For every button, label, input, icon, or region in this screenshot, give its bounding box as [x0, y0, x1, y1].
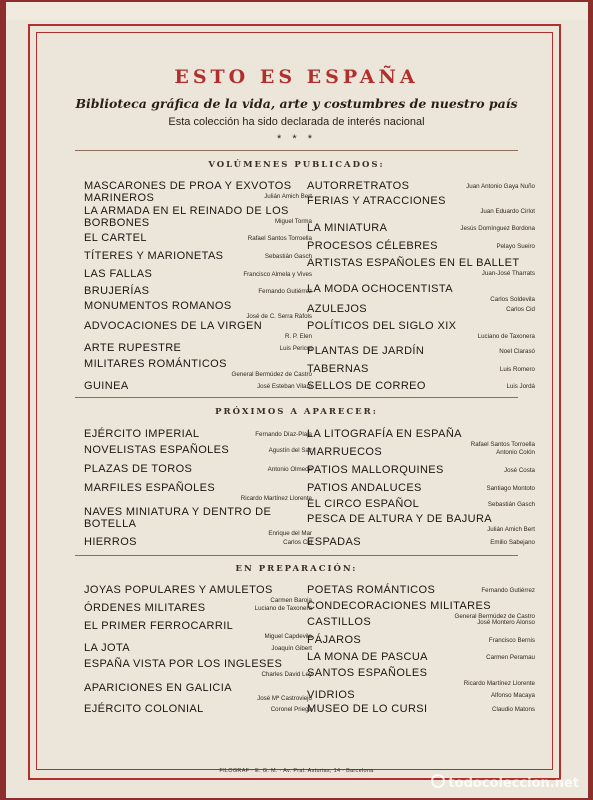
book-title: LA MODA OCHOCENTISTA	[307, 283, 453, 295]
book-entry	[84, 506, 312, 537]
book-title: LA MINIATURA	[307, 222, 388, 234]
book-entry	[84, 703, 312, 727]
book-author: Luis Jordá	[506, 383, 535, 390]
book-author: Fernando Gutiérrez	[258, 288, 312, 295]
book-title: PLANTAS DE JARDÍN	[307, 345, 425, 357]
book-author: José Esteban Vilaró	[257, 383, 312, 390]
book-title: NOVELISTAS ESPAÑOLES	[84, 444, 230, 456]
book-title: PÁJAROS	[307, 634, 362, 646]
book-title: EL PRIMER FERROCARRIL	[84, 620, 234, 632]
book-entry	[307, 703, 535, 727]
book-entry	[84, 180, 312, 204]
book-author: Agustín del Saz	[268, 447, 312, 454]
book-author: Carlos Cid	[506, 306, 535, 313]
book-author: Fernando Díaz-Plaja	[255, 431, 312, 438]
book-title: POLÍTICOS DEL SIGLO XIX	[307, 320, 457, 332]
book-author: Luciano de Taxonera	[477, 333, 535, 340]
book-author: Emilio Sabejano	[490, 539, 535, 546]
book-author: Sebastián Gasch	[487, 501, 535, 508]
book-author: Carlos Soldevila	[490, 296, 535, 303]
book-author: R. P. Elen	[284, 333, 312, 340]
book-title: MARFILES ESPAÑOLES	[84, 482, 216, 494]
book-author: José Montero Alonso	[477, 619, 535, 626]
book-title: AUTORRETRATOS	[307, 180, 410, 192]
book-author: Fernando Gutiérrez	[481, 587, 535, 594]
book-author: Ricardo Martínez Llorente	[463, 680, 535, 687]
book-author: Antonio Olmedo	[267, 466, 312, 473]
book-title: TABERNAS	[307, 363, 369, 375]
book-entry	[84, 358, 312, 382]
book-title: HIERROS	[84, 536, 137, 548]
book-author: Pelayo Sueiro	[496, 243, 535, 250]
book-title: LAS FALLAS	[84, 268, 153, 280]
book-author: Noel Clarasó	[499, 348, 535, 355]
book-title: PROCESOS CÉLEBRES	[307, 240, 438, 252]
book-entry	[307, 320, 535, 344]
book-author: Joaquín Gibert	[271, 645, 312, 652]
book-title: SANTOS ESPAÑOLES	[307, 667, 428, 679]
book-author: Claudio Matons	[492, 706, 535, 713]
book-entry	[307, 536, 535, 560]
book-title: CASTILLOS	[307, 616, 372, 628]
book-title: APARICIONES EN GALICIA	[84, 682, 232, 694]
book-author: Carmen Baroja	[270, 597, 312, 604]
book-title: PESCA DE ALTURA Y DE BAJURA	[307, 513, 493, 525]
book-title: AZULEJOS	[307, 303, 368, 315]
printer-imprint: FILOGRAF · E. G. M. · Av. Pral. Asturias, 14 · Barcelona	[219, 768, 374, 774]
book-title: MUSEO DE LO CURSI	[307, 703, 428, 715]
book-entry	[307, 513, 535, 537]
book-author: Alfonso Macaya	[490, 692, 535, 699]
book-entry	[84, 620, 312, 644]
book-title: EJÉRCITO IMPERIAL	[84, 428, 200, 440]
book-title-continued: MARINEROS	[84, 192, 155, 204]
book-author: Carlos Cid	[283, 539, 312, 546]
book-title: EL CIRCO ESPAÑOL	[307, 498, 420, 510]
book-title: LA ARMADA EN EL REINADO DE LOS	[84, 205, 289, 217]
section-preparation-heading: EN PREPARACIÓN:	[235, 564, 358, 574]
book-author: Rafael Santos Torroella	[247, 235, 312, 242]
book-author: Jesús Domínguez Bordona	[460, 225, 535, 232]
book-title: NAVES MINIATURA Y DENTRO DE	[84, 506, 272, 518]
book-author: General Bermúdez de Castro	[454, 613, 535, 620]
book-title-continued: BORBONES	[84, 217, 150, 229]
book-title: ESPAÑA VISTA POR LOS INGLESES	[84, 658, 283, 670]
book-author: Rafael Santos Torroella	[470, 441, 535, 448]
book-author: Juan-José Tharrats	[481, 270, 535, 277]
book-entry	[84, 482, 312, 506]
book-title: LA MONA DE PASCUA	[307, 651, 428, 663]
book-entry	[84, 320, 312, 344]
book-author: Enrique del Mar	[268, 530, 312, 537]
book-title: LA JOTA	[84, 642, 130, 654]
book-author: Francisco Almela y Vives	[243, 271, 312, 278]
book-title: POETAS ROMÁNTICOS	[307, 584, 436, 596]
book-author: Miguel Torma	[274, 218, 312, 225]
book-title: TÍTERES Y MARIONETAS	[84, 250, 224, 262]
book-author: Luciano de Taxonera	[254, 605, 312, 612]
book-author: Francisco Bernis	[488, 637, 535, 644]
book-author: Julián Amich Bert	[264, 193, 312, 200]
book-title: MARRUECOS	[307, 446, 383, 458]
book-title: FERIAS Y ATRACCIONES	[307, 195, 446, 207]
book-entry	[84, 536, 312, 560]
section-upcoming-heading: PRÓXIMOS A APARECER:	[215, 407, 378, 417]
book-author: Ricardo Martínez Llorente	[240, 495, 312, 502]
book-author: Santiago Montoto	[486, 485, 535, 492]
book-title: ÓRDENES MILITARES	[84, 602, 206, 614]
book-entry	[84, 658, 312, 682]
book-author: José Mª Castroviejo	[257, 695, 312, 702]
book-entry	[84, 205, 312, 229]
book-entry	[307, 667, 535, 691]
book-title: ADVOCACIONES DE LA VIRGEN	[84, 320, 263, 332]
book-title: VIDRIOS	[307, 689, 356, 701]
book-entry	[84, 380, 312, 404]
book-author: Luis Romero	[499, 366, 535, 373]
book-title: PATIOS ANDALUCES	[307, 482, 422, 494]
book-title: CONDECORACIONES MILITARES	[307, 600, 491, 612]
book-author: Julián Amich Bert	[487, 526, 535, 533]
national-interest-note: Esta colección ha sido declarada de interés nacional	[168, 116, 425, 128]
collection-title: ESTO ES ESPAÑA	[174, 66, 419, 88]
book-title: EL CARTEL	[84, 232, 147, 244]
book-title: ARTE RUPESTRE	[84, 342, 182, 354]
book-title: ESPADAS	[307, 536, 361, 548]
book-title: EJÉRCITO COLONIAL	[84, 703, 204, 715]
book-entry	[307, 195, 535, 219]
book-title: ARTISTAS ESPAÑOLES EN EL BALLET	[307, 257, 520, 269]
divider	[75, 397, 518, 398]
book-title: PLAZAS DE TOROS	[84, 463, 193, 475]
divider	[75, 555, 518, 556]
book-title: GUINEA	[84, 380, 129, 392]
book-title: MONUMENTOS ROMANOS	[84, 300, 232, 312]
book-title: LA LITOGRAFÍA EN ESPAÑA	[307, 428, 462, 440]
book-author: Carmen Peramau	[486, 654, 535, 661]
watermark	[431, 774, 579, 791]
book-title: MASCARONES DE PROA Y EXVOTOS	[84, 180, 292, 192]
book-author: José Costa	[504, 467, 535, 474]
section-published-heading: VOLÚMENES PUBLICADOS:	[208, 160, 385, 170]
ornament-stars: * * *	[277, 133, 316, 145]
collection-subtitle: Biblioteca gráfica de la vida, arte y costumbres de nuestro país	[75, 96, 518, 111]
book-title-continued: BOTELLA	[84, 518, 137, 530]
book-author: General Bermúdez de Castro	[231, 371, 312, 378]
book-title: SELLOS DE CORREO	[307, 380, 426, 392]
book-title: PATIOS MALLORQUINES	[307, 464, 444, 476]
divider	[75, 150, 518, 151]
watermark-logo-icon	[431, 774, 445, 788]
book-author: Juan Antonio Gaya Nuño	[466, 183, 535, 190]
book-author: Luis Pericot	[279, 345, 312, 352]
watermark-text: todocoleccion.net	[448, 776, 579, 791]
book-author: Antonio Colón	[496, 449, 535, 456]
book-title: BRUJERÍAS	[84, 285, 150, 297]
book-author: Juan Eduardo Cirlot	[480, 208, 535, 215]
book-author: Sebastián Gasch	[264, 253, 312, 260]
book-author: Coronel Priego	[270, 706, 312, 713]
book-author: Miguel Capdevila	[264, 633, 312, 640]
book-author: Charles David Ley	[261, 671, 312, 678]
book-author: José de C. Serra Ràfols	[246, 313, 312, 320]
book-title: JOYAS POPULARES Y AMULETOS	[84, 584, 273, 596]
book-entry	[307, 257, 535, 281]
book-entry	[307, 380, 535, 404]
book-title: MILITARES ROMÁNTICOS	[84, 358, 227, 370]
